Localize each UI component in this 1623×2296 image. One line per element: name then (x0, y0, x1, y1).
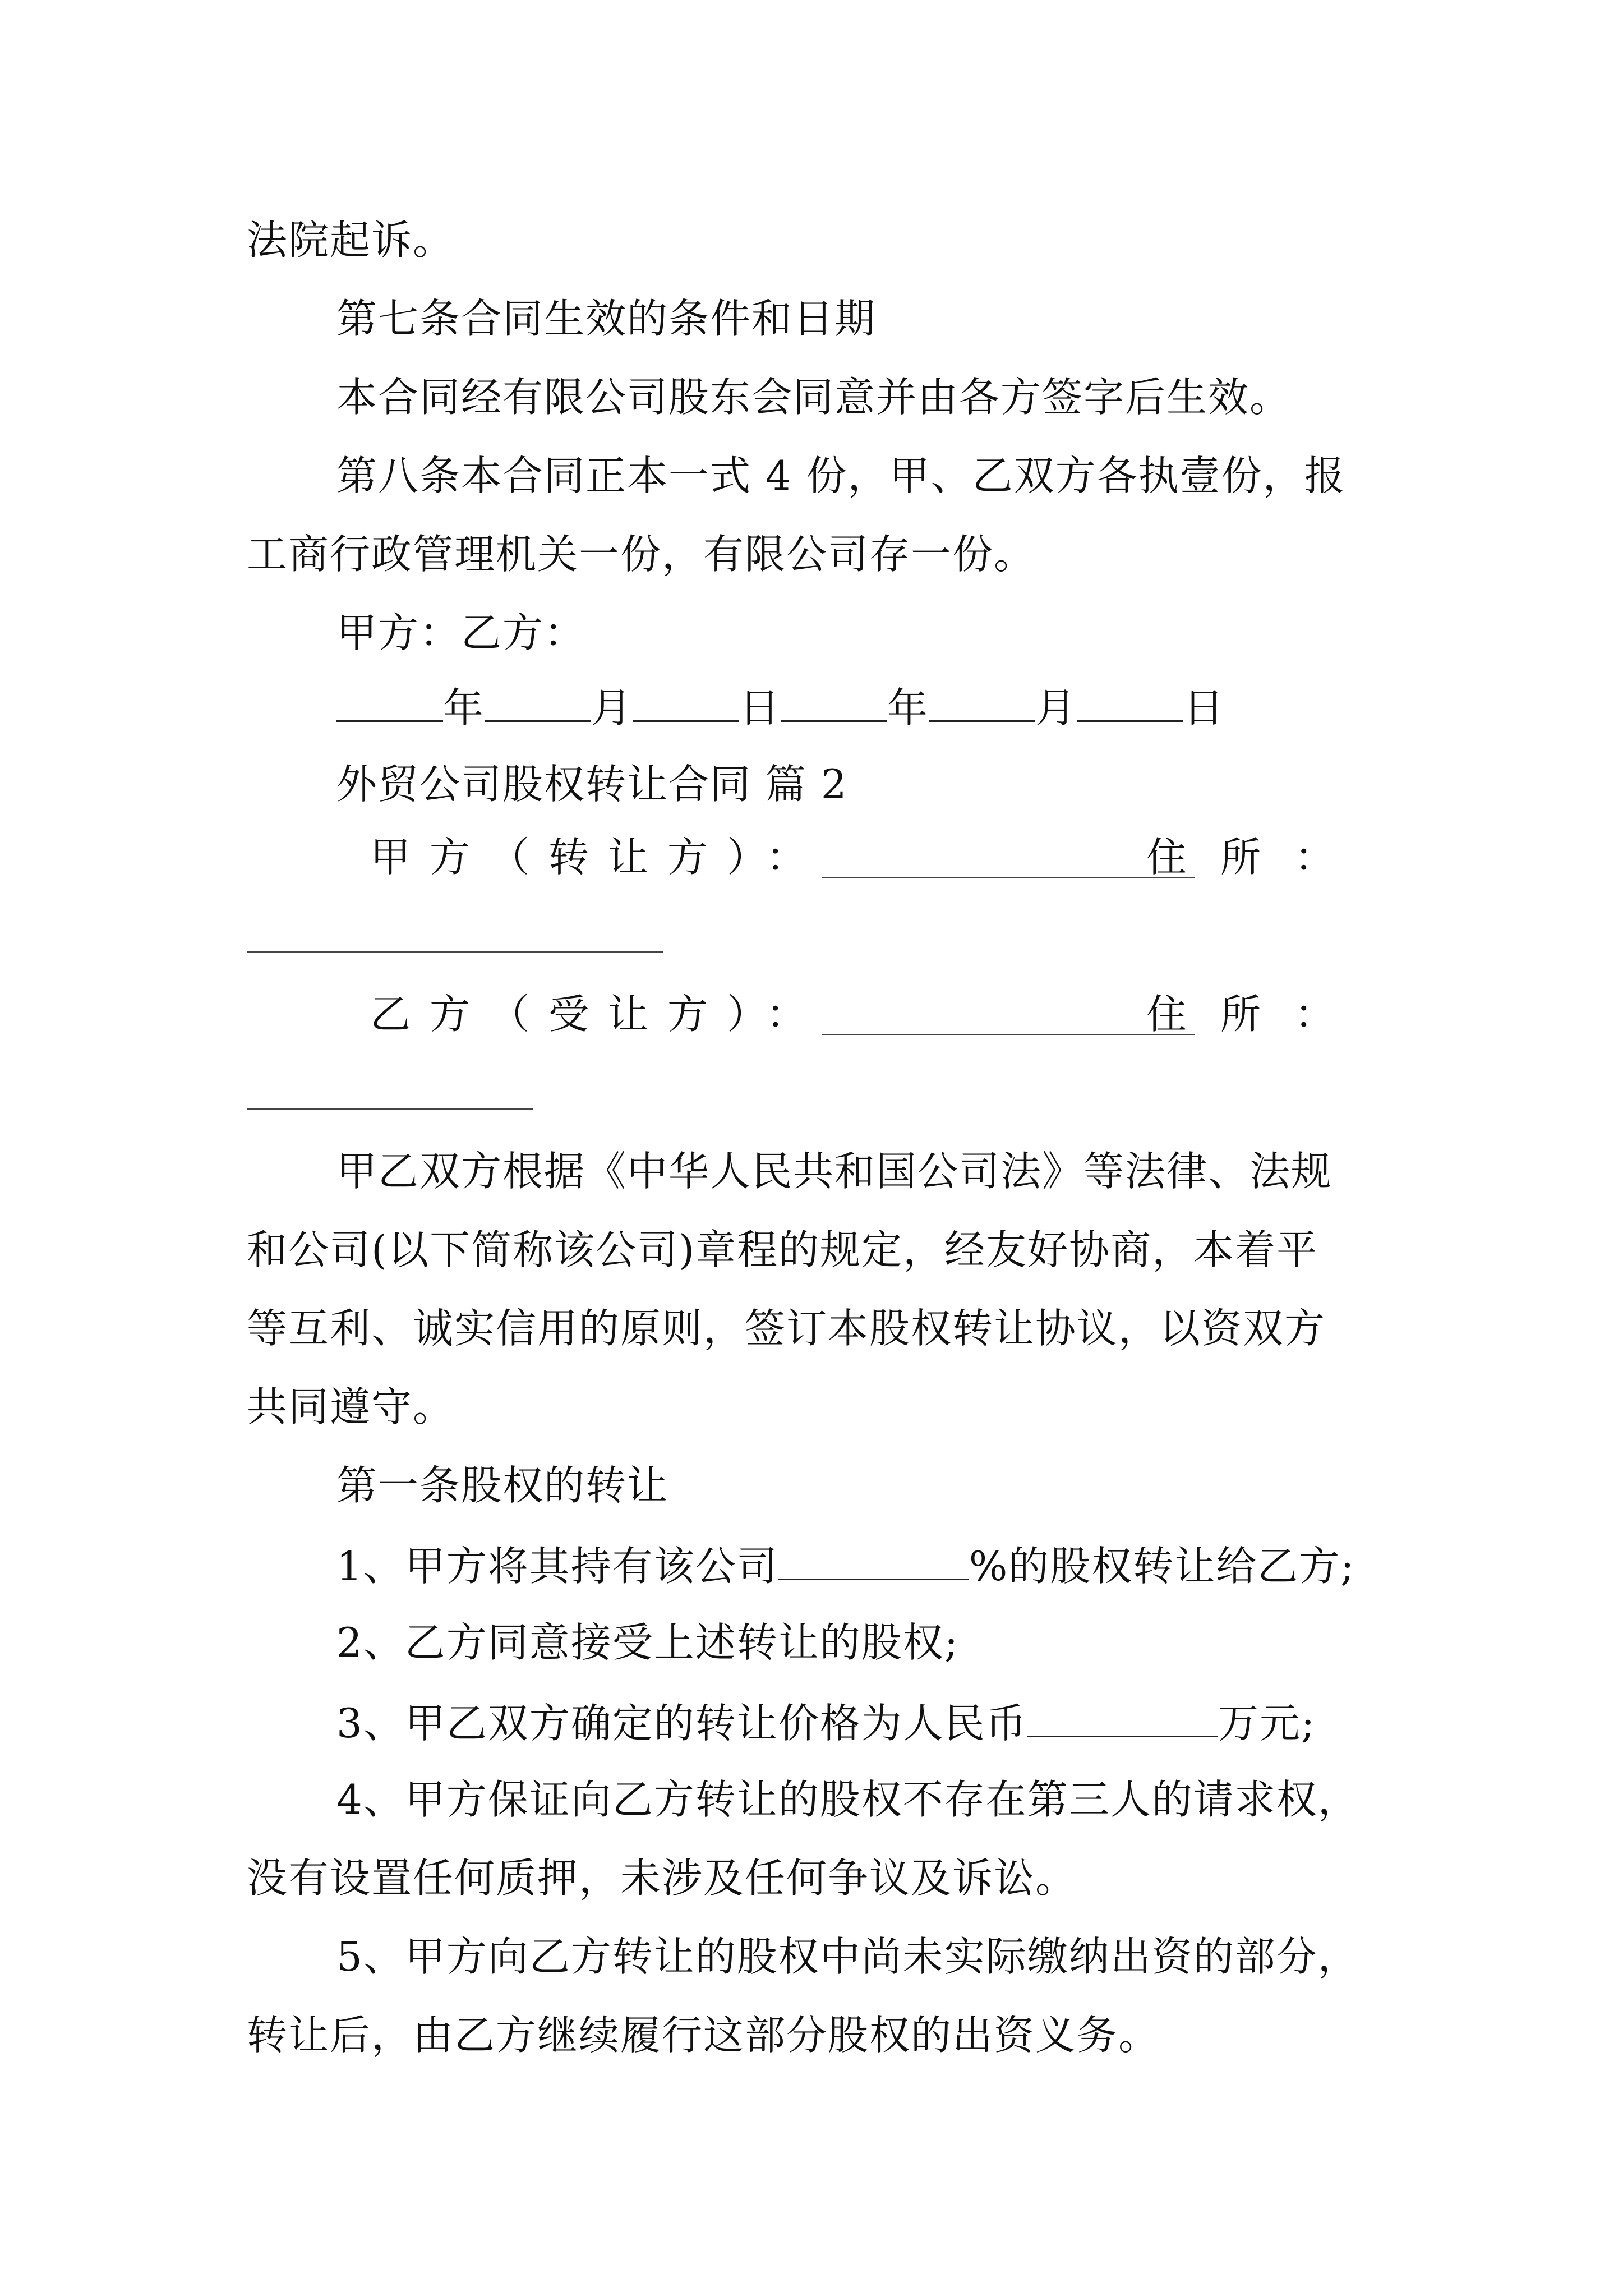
text-line: 没有设置任何质押，未涉及任何争议及诉讼。 (247, 1855, 1077, 1902)
text-line: 工商行政管理机关一份，有限公司存一份。 (247, 531, 1036, 578)
blank-field (781, 685, 887, 722)
article-heading: 第一条股权的转让 (336, 1462, 669, 1509)
list-item: 4、甲方保证向乙方转让的股权不存在第三人的请求权， (336, 1776, 1359, 1823)
date-unit: 月 (591, 684, 633, 731)
party-b-row (370, 991, 1368, 1038)
blank-field (822, 877, 1195, 878)
list-item (336, 1700, 1316, 1747)
text-line: 甲乙双方根据《中华人民共和国公司法》等法律、法规 (336, 1148, 1333, 1195)
blank-field (336, 685, 443, 722)
article-heading: 第七条合同生效的条件和日期 (336, 295, 877, 342)
text-line: 等互利、诚实信用的原则，签订本股权转让协议，以资双方 (247, 1305, 1326, 1352)
party-b-label: 乙方（受让方）： (370, 991, 826, 1038)
text-line: 共同遵守。 (247, 1383, 455, 1430)
blank-field (929, 685, 1035, 722)
blank-field (633, 685, 739, 722)
item-text: 万元; (1218, 1700, 1316, 1747)
blank-field (1077, 685, 1183, 722)
address-label: 住所： (1146, 834, 1368, 881)
item-text: %的股权转让给乙方; (969, 1543, 1355, 1590)
text-line: 转让后，由乙方继续履行这部分股权的出资义务。 (247, 2012, 1160, 2059)
text-line: 本合同经有限公司股东会同意并由各方签字后生效。 (336, 374, 1292, 421)
blank-field (247, 1108, 533, 1110)
date-unit: 年 (443, 684, 485, 731)
signature-date-line (336, 684, 1225, 731)
blank-field (247, 951, 663, 953)
text-line: 第八条本合同正本一式 4 份，甲、乙双方各执壹份，报 (336, 452, 1346, 499)
blank-field (778, 1544, 969, 1580)
date-unit: 日 (1183, 684, 1225, 731)
signature-parties: 甲方：乙方： (336, 609, 586, 656)
list-item: 5、甲方向乙方转让的股权中尚未实际缴纳出资的部分， (336, 1933, 1359, 1980)
party-a-row (370, 834, 1368, 881)
list-item: 2、乙方同意接受上述转让的股权; (336, 1619, 960, 1666)
item-text: 3、甲乙双方确定的转让价格为人民币 (336, 1700, 1027, 1747)
date-unit: 年 (887, 684, 929, 731)
list-item (336, 1543, 1355, 1590)
blank-field (1027, 1701, 1218, 1737)
blank-field (485, 685, 591, 722)
date-unit: 日 (739, 684, 781, 731)
address-label: 住所： (1146, 991, 1368, 1038)
item-text: 1、甲方将其持有该公司 (336, 1543, 778, 1590)
party-a-label: 甲方（转让方）： (370, 834, 826, 881)
blank-field (822, 1034, 1195, 1035)
section-title: 外贸公司股权转让合同 篇 2 (336, 761, 848, 808)
text-line: 和公司(以下简称该公司)章程的规定，经友好协商，本着平 (247, 1226, 1318, 1273)
text-line: 法院起诉。 (247, 217, 455, 264)
date-unit: 月 (1035, 684, 1077, 731)
